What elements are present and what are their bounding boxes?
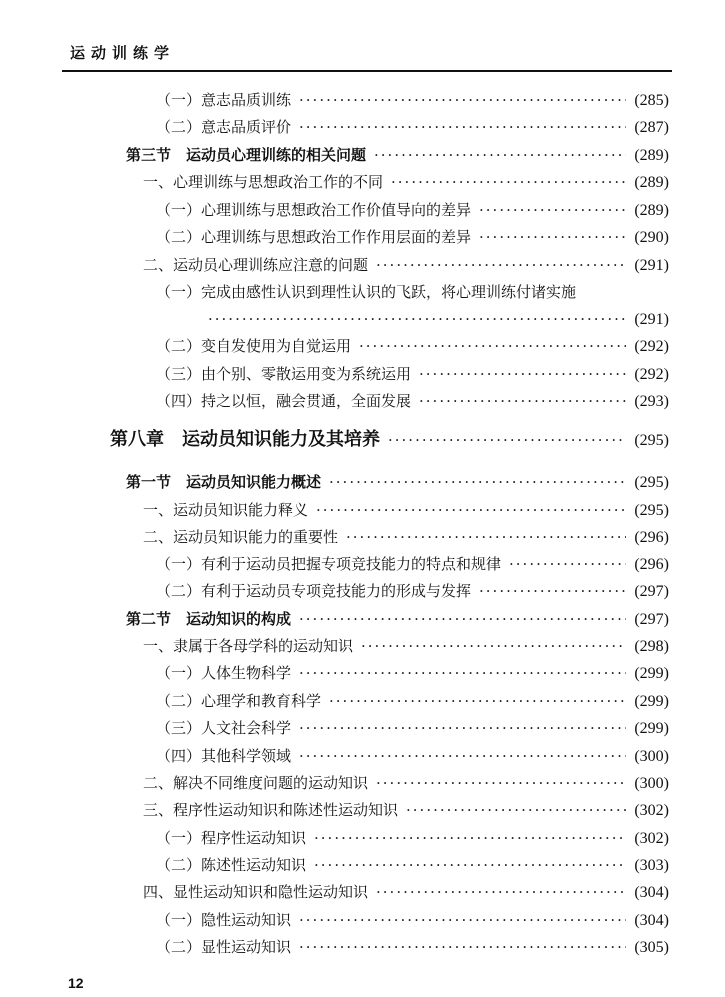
toc-entry-page: (299) [634,720,669,737]
toc-entry [156,391,669,412]
toc-entry-page: (291) [634,257,669,274]
toc-leader-dots [299,90,626,110]
toc-entry [156,336,669,357]
toc-leader-dots [299,910,626,930]
toc-leader-dots [299,609,626,629]
toc-entry-page: (289) [634,147,669,164]
toc-entry [156,90,669,111]
toc-entry-page: (297) [634,583,669,600]
toc-entry-page: (295) [634,432,669,449]
toc-entry [156,282,669,302]
toc-entry [200,309,669,330]
page-number: 12 [68,975,84,991]
toc-entry [156,663,669,684]
toc-entry-page: (303) [634,857,669,874]
toc-entry-title: 二、运动员知识能力的重要性 [143,528,339,546]
toc-entry-title: （四）其他科学领域 [156,747,292,765]
toc-entry [126,472,669,493]
toc-entry [143,882,669,903]
toc-entry-title: 第一节 运动员知识能力概述 [126,473,322,491]
toc-leader-dots [299,937,626,957]
toc-entry-page: (297) [634,611,669,628]
toc-entry-title: （四）持之以恒，融会贯通，全面发展 [156,392,412,410]
toc-entry-title: （二）陈述性运动知识 [156,856,307,874]
toc-entry-page: (296) [634,529,669,546]
toc-entry-page: (304) [634,884,669,901]
toc-leader-dots [316,500,626,520]
toc-entry-page: (285) [634,92,669,109]
toc-entry-page: (296) [634,556,669,573]
toc-entry [156,937,669,958]
toc-leader-dots [359,336,626,356]
toc-entry-title: 第二节 运动知识的构成 [126,610,292,628]
toc-leader-dots [314,855,626,875]
toc-entry-title: 一、隶属于各母学科的运动知识 [143,637,354,655]
toc-entry [156,746,669,767]
toc-entry-page: (298) [634,638,669,655]
toc-entry-page: (304) [634,912,669,929]
toc-leader-dots [346,527,626,547]
toc-entry [126,145,669,166]
toc-entry [156,718,669,739]
toc-entry-page: (300) [634,748,669,765]
toc-entry [156,855,669,876]
toc-entry-title: 第三节 运动员心理训练的相关问题 [126,146,367,164]
toc-entry-title: （一）程序性运动知识 [156,829,307,847]
toc-leader-dots [391,172,626,192]
toc-leader-dots [419,391,626,411]
toc-entry [143,636,669,657]
toc-leader-dots [376,882,626,902]
toc-leader-dots [376,255,626,275]
toc-entry-page: (289) [634,202,669,219]
toc-entry [143,527,669,548]
toc-leader-dots [299,663,626,683]
toc-entry-page: (302) [634,830,669,847]
toc-entry-title: （二）心理学和教育科学 [156,692,322,710]
toc-entry-page: (290) [634,229,669,246]
toc-entry [156,117,669,138]
toc-leader-dots [314,828,626,848]
toc-entry [156,828,669,849]
toc-leader-dots [376,773,626,793]
toc-entry-page: (300) [634,775,669,792]
toc-leader-dots [479,227,626,247]
toc-leader-dots [374,145,626,165]
toc-entry-page: (295) [634,474,669,491]
toc-leader-dots [479,200,626,220]
toc-entry-title: 一、运动员知识能力释义 [143,501,309,519]
toc-leader-dots [479,581,626,601]
toc-leader-dots [419,364,626,384]
toc-entry-title: （二）显性运动知识 [156,938,292,956]
toc-entry-title: （二）变自发使用为自觉运用 [156,337,352,355]
toc-entry-title: （一）完成由感性认识到理性认识的飞跃，将心理训练付诸实施 [156,283,577,301]
toc-leader-dots [509,554,626,574]
toc-leader-dots [361,636,626,656]
toc-leader-dots [329,472,626,492]
toc-entry-page: (299) [634,693,669,710]
toc-entry-page: (289) [634,174,669,191]
toc-entry-page: (287) [634,119,669,136]
toc-entry-page: (302) [634,802,669,819]
toc-entry [143,255,669,276]
toc-entry-title: （二）有利于运动员专项竞技能力的形成与发挥 [156,582,472,600]
toc-leader-dots [299,117,626,137]
toc-entry [143,500,669,521]
toc-entry [156,910,669,931]
toc-entry-title: （一）心理训练与思想政治工作价值导向的差异 [156,201,472,219]
toc-entry [156,200,669,221]
toc-entry-title: （一）人体生物科学 [156,664,292,682]
toc-entry-title: （一）意志品质训练 [156,91,292,109]
toc-entry [143,773,669,794]
toc-entry-title: 四、显性运动知识和隐性运动知识 [143,883,369,901]
toc-entry-title: （二）意志品质评价 [156,118,292,136]
toc-entry [110,430,669,451]
toc-entry [143,800,669,821]
toc-entry-title: （一）隐性运动知识 [156,911,292,929]
toc-entry-page: (291) [634,311,669,328]
toc-entry-page: (299) [634,665,669,682]
toc-entry [156,581,669,602]
toc-entry-title: （三）由个别、零散运用变为系统运用 [156,365,412,383]
toc-leader-dots [329,691,626,711]
toc-entry-page: (305) [634,939,669,956]
toc-entry-title: 二、运动员心理训练应注意的问题 [143,256,369,274]
toc-entry-title: 二、解决不同维度问题的运动知识 [143,774,369,792]
toc-entry-title: 三、程序性运动知识和陈述性运动知识 [143,801,399,819]
toc-leader-dots [406,800,626,820]
toc-leader-dots [388,430,626,450]
toc-leader-dots [299,718,626,738]
toc-entry-title: （一）有利于运动员把握专项竞技能力的特点和规律 [156,555,502,573]
toc-entry [156,691,669,712]
toc-entry [156,364,669,385]
toc-entry [143,172,669,193]
toc-entry [126,609,669,630]
toc-entry [156,554,669,575]
toc-leader-dots [299,746,626,766]
running-header: 运动训练学 [70,44,176,62]
toc-entry-page: (293) [634,393,669,410]
toc-entry-title: （三）人文社会科学 [156,719,292,737]
toc-entry-title: （二）心理训练与思想政治工作作用层面的差异 [156,228,472,246]
toc-entry [156,227,669,248]
toc-leader-dots [208,309,626,329]
toc-entry-title: 一、心理训练与思想政治工作的不同 [143,173,384,191]
toc-entry-page: (292) [634,366,669,383]
toc-entry-page: (292) [634,338,669,355]
toc-entry-page: (295) [634,502,669,519]
toc-entry-title: 第八章 运动员知识能力及其培养 [110,429,380,450]
